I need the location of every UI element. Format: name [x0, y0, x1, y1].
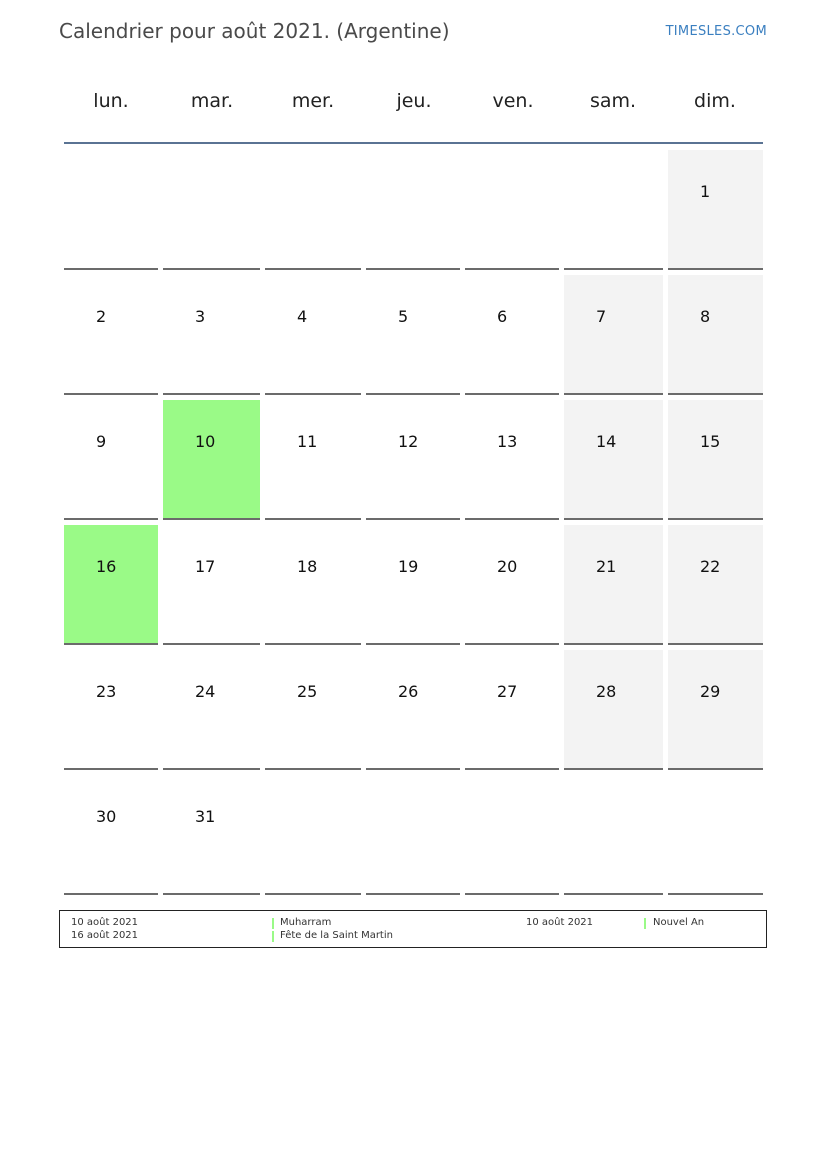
day-cell [668, 400, 763, 520]
weekday-label: lun. [93, 90, 129, 112]
empty-day-cell [465, 775, 559, 895]
legend-holiday-name: Nouvel An [653, 917, 705, 928]
day-number: 20 [497, 557, 518, 576]
day-number: 9 [96, 432, 107, 451]
empty-day-cell [668, 775, 763, 895]
day-number: 11 [297, 432, 318, 451]
day-cell [564, 650, 663, 770]
day-number: 6 [497, 307, 508, 326]
day-cell [366, 650, 460, 770]
day-cell [265, 525, 361, 645]
holiday-marker-icon [272, 918, 274, 929]
day-cell [265, 650, 361, 770]
day-cell [64, 650, 158, 770]
empty-day-cell [64, 150, 158, 270]
day-number: 31 [195, 807, 216, 826]
weekday-label: sam. [589, 90, 637, 112]
day-number: 1 [700, 182, 711, 201]
day-number: 8 [700, 307, 711, 326]
day-cell [668, 150, 763, 270]
day-cell [163, 275, 260, 395]
empty-day-cell [564, 775, 663, 895]
day-number: 29 [700, 682, 721, 701]
legend-holiday-name: Muharram [280, 917, 332, 928]
day-cell [163, 775, 260, 895]
page-title: Calendrier pour août 2021. (Argentine) [59, 19, 450, 43]
day-cell [465, 525, 559, 645]
empty-day-cell [366, 775, 460, 895]
day-cell [64, 275, 158, 395]
day-cell [564, 275, 663, 395]
holiday-marker-icon [272, 931, 274, 942]
empty-day-cell [265, 775, 361, 895]
day-cell [163, 400, 260, 520]
day-cell [366, 525, 460, 645]
day-number: 13 [497, 432, 518, 451]
day-cell [668, 525, 763, 645]
day-number: 4 [297, 307, 308, 326]
empty-day-cell [465, 150, 559, 270]
empty-day-cell [163, 150, 260, 270]
day-number: 22 [700, 557, 721, 576]
day-cell [64, 525, 158, 645]
brand-link[interactable]: TIMESLES.COM [665, 24, 767, 39]
legend-row [60, 930, 766, 943]
weekday-label: mer. [291, 90, 335, 112]
day-cell [564, 525, 663, 645]
empty-day-cell [564, 150, 663, 270]
day-number: 17 [195, 557, 216, 576]
day-cell [64, 400, 158, 520]
empty-day-cell [366, 150, 460, 270]
day-cell [465, 400, 559, 520]
day-number: 30 [96, 807, 117, 826]
day-number: 5 [398, 307, 409, 326]
legend-holiday-name: Fête de la Saint Martin [280, 930, 393, 941]
day-cell [163, 650, 260, 770]
day-number: 10 [195, 432, 216, 451]
day-cell [465, 650, 559, 770]
day-cell [265, 400, 361, 520]
legend-date: 10 août 2021 [526, 917, 594, 928]
day-number: 27 [497, 682, 518, 701]
day-number: 3 [195, 307, 206, 326]
day-cell [668, 650, 763, 770]
day-cell [163, 525, 260, 645]
day-number: 14 [596, 432, 617, 451]
day-cell [465, 275, 559, 395]
day-cell [668, 275, 763, 395]
holiday-marker-icon [644, 918, 646, 929]
day-number: 28 [596, 682, 617, 701]
day-number: 26 [398, 682, 419, 701]
day-number: 7 [596, 307, 607, 326]
day-cell [564, 400, 663, 520]
day-number: 18 [297, 557, 318, 576]
holiday-legend [59, 910, 767, 948]
day-number: 16 [96, 557, 117, 576]
weekday-label: mar. [190, 90, 234, 112]
day-number: 15 [700, 432, 721, 451]
day-number: 2 [96, 307, 107, 326]
legend-date: 10 août 2021 [71, 917, 139, 928]
day-cell [64, 775, 158, 895]
day-number: 25 [297, 682, 318, 701]
legend-date: 16 août 2021 [71, 930, 139, 941]
day-cell [265, 275, 361, 395]
day-cell [366, 400, 460, 520]
day-number: 19 [398, 557, 419, 576]
day-number: 24 [195, 682, 216, 701]
day-number: 23 [96, 682, 117, 701]
weekday-label: jeu. [396, 90, 432, 112]
day-number: 21 [596, 557, 617, 576]
weekday-label: ven. [492, 90, 534, 112]
day-number: 12 [398, 432, 419, 451]
legend-row [60, 917, 766, 930]
empty-day-cell [265, 150, 361, 270]
weekday-label: dim. [694, 90, 736, 112]
day-cell [366, 275, 460, 395]
